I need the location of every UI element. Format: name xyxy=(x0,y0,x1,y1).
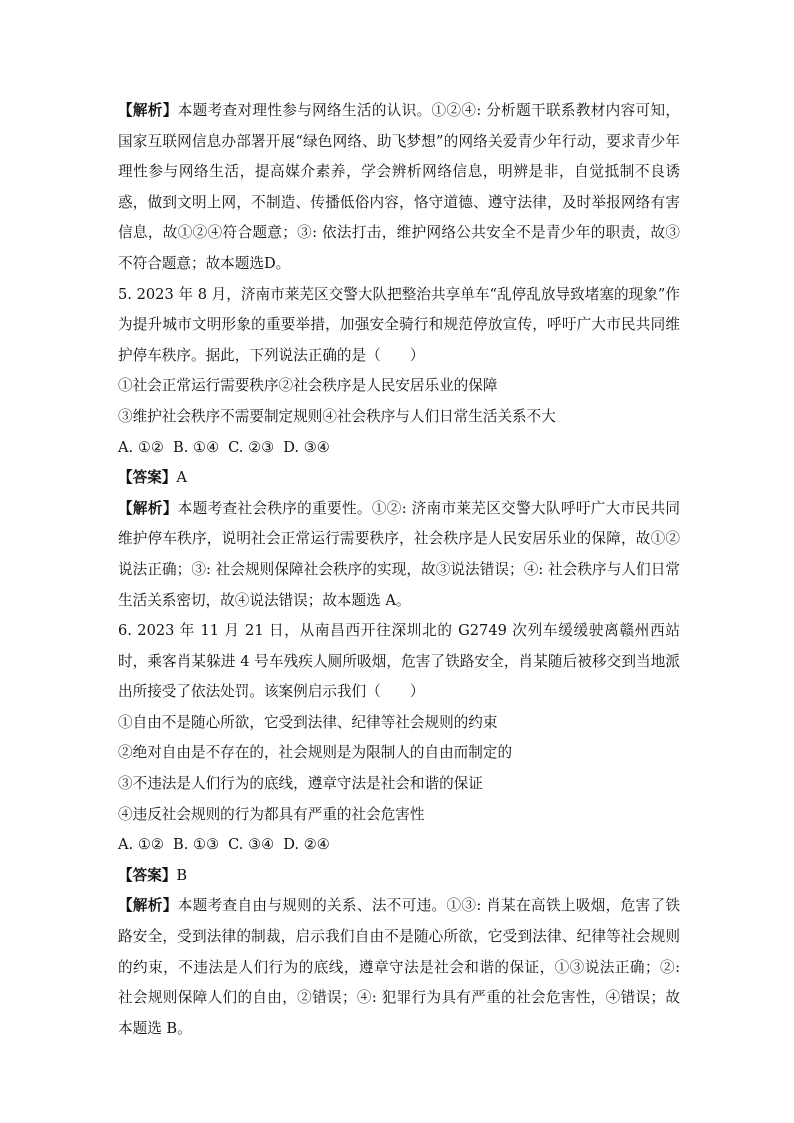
option-c: C. ③④ xyxy=(228,836,275,854)
question-6-statement-2: ②绝对自由是不存在的，社会规则是为限制人的自由而制定的 xyxy=(118,744,513,762)
question-5-statement-2: ③维护社会秩序不需要制定规则④社会秩序与人们日常生活关系不大 xyxy=(118,407,556,425)
analysis-text: 本题考查自由与规则的关系、法不可违。①③: 肖某在高铁上吸烟，危害了铁路安全，受到法律的制裁，启示我们自由不是随心所欲，它受到法律、纪律等社会规则的约束，不违法是人们行为的底线，遵章守法是社会和谐的保证，①③说法正确；②: 社会规则保障人们的自由，②错误；④: 犯罪行为具有严重的社会危害性，④错误；故本题选 B。 xyxy=(118,897,680,1037)
question-5-options xyxy=(118,433,680,464)
option-a: A. ①② xyxy=(118,438,164,456)
option-d: D. ②④ xyxy=(283,836,330,854)
option-b: B. ①④ xyxy=(172,438,220,456)
question-5-statement-1: ①社会正常运行需要秩序②社会秩序是人民安居乐业的保障 xyxy=(118,377,498,395)
analysis-tag: 【解析】 xyxy=(118,499,178,517)
analysis-paragraph-q4 xyxy=(118,96,680,280)
question-6-statement-3: ③不违法是人们行为的底线，遵章守法是社会和谐的保证 xyxy=(118,775,483,793)
answer-value: B xyxy=(176,866,188,884)
option-b: B. ①③ xyxy=(172,836,220,854)
answer-tag: 【答案】 xyxy=(118,866,177,884)
question-6-stem: 6. 2023 年 11 月 21 日，从南昌西开往深圳北的 G2749 次列车缓缓驶离赣州西站时，乘客肖某躲进 4 号车残疾人厕所吸烟，危害了铁路安全，肖某随后被移交到当地派出所接受了依法处罚。该案例启示我们（ ） xyxy=(118,622,680,701)
answer-tag: 【答案】 xyxy=(118,469,177,487)
analysis-tag: 【解析】 xyxy=(118,897,178,915)
question-6-options xyxy=(118,830,680,861)
analysis-tag: 【解析】 xyxy=(118,102,178,119)
question-5-answer xyxy=(118,463,680,494)
question-6-statement-1: ①自由不是随心所欲，它受到法律、纪律等社会规则的约束 xyxy=(118,713,498,731)
answer-value: A xyxy=(176,469,187,487)
analysis-text: 本题考查社会秩序的重要性。①②: 济南市莱芜区交警大队呼吁广大市民共同维护停车秩序，说明社会正常运行需要秩序，社会秩序是人民安居乐业的保障，故①②说法正确；③: 社会规则保障社会秩序的实现，故③说法错误；④: 社会秩序与人们日常生活关系密切，故④说法错误；故本题选 A。 xyxy=(118,499,680,609)
question-6-answer xyxy=(118,861,680,892)
option-a: A. ①② xyxy=(118,836,164,854)
option-c: C. ②③ xyxy=(228,438,275,456)
question-5-stem: 5. 2023 年 8 月，济南市莱芜区交警大队把整治共享单车“乱停乱放导致堵塞的现象”作为提升城市文明形象的重要举措，加强安全骑行和规范停放宣传，呼吁广大市民共同维护停车秩序。据此，下列说法正确的是（ ） xyxy=(118,285,680,364)
option-d: D. ③④ xyxy=(283,438,330,456)
document-page xyxy=(118,96,680,1044)
question-6-statement-4: ④违反社会规则的行为都具有严重的社会危害性 xyxy=(118,805,425,823)
analysis-text: 本题考查对理性参与网络生活的认识。①②④: 分析题干联系教材内容可知，国家互联网信息办部署开展“绿色网络、助飞梦想”的网络关爱青少年行动，要求青少年理性参与网络生活，提高媒介素养，学会辨析网络信息，明辨是非，自觉抵制不良诱惑，做到文明上网，不制造、传播低俗内容，恪守道德、遵守法律，及时举报网络有害信息，故①②④符合题意；③: 依法打击，维护网络公共安全不是青少年的职责，故③不符合题意；故本题选D。 xyxy=(118,102,680,272)
question-6-analysis xyxy=(118,891,680,1044)
question-5-analysis xyxy=(118,494,680,616)
